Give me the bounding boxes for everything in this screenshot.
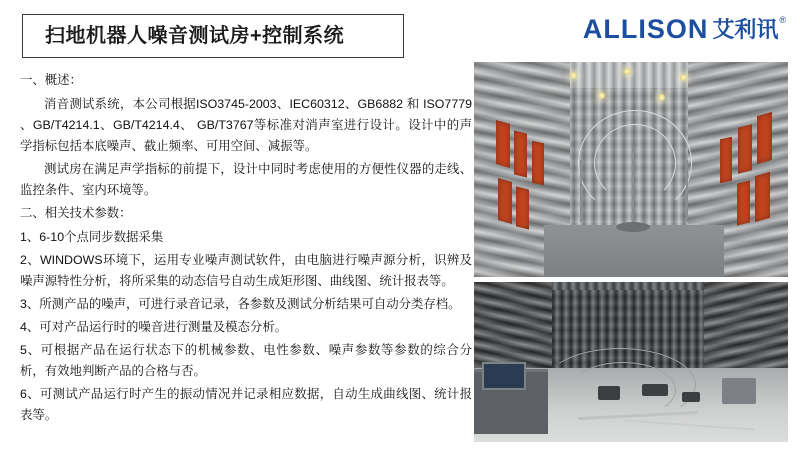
- orange-wedge-panel: [516, 186, 529, 229]
- orange-wedge-panel: [757, 112, 772, 164]
- control-monitor: [482, 362, 526, 390]
- body-content: [20, 70, 472, 428]
- chamber-render-scene: [474, 62, 788, 277]
- ceiling-light-icon: [570, 72, 577, 79]
- rig-support-pole: [632, 148, 634, 226]
- chamber-floor: [544, 225, 724, 277]
- overview-paragraph-2: 测试房在满足声学指标的前提下，设计中同时考虑使用的方便性仪器的走线、监控条件、室内环境等。: [20, 162, 472, 197]
- parameters-heading: 二、相关技术参数：: [20, 206, 132, 220]
- device-under-test: [616, 222, 650, 232]
- overview-paragraph-1: 消音测试系统，本公司根据ISO3745-2003、IEC60312、GB6882 和 ISO7779 、GB/T4214.1、GB/T4214.4、 GB/T3767等标准对消声室进行设计。设计中的声学指标包括本底噪声、截止频率、可用空间、减振等。: [20, 97, 472, 153]
- parameter-item-5: 5、可根据产品在运行状态下的机械参数、电性参数、噪声参数等参数的综合分析，有效地判断产品的合格与否。: [20, 343, 472, 378]
- test-equipment: [642, 384, 668, 396]
- ceiling-light-icon: [624, 68, 631, 75]
- parameter-item-3: 3、所测产品的噪声，可进行录音记录，各参数及测试分析结果可自动分类存档。: [20, 297, 461, 311]
- microphone-arc-rig: [594, 124, 676, 202]
- parameter-item-1: 1、6-10个点同步数据采集: [20, 230, 164, 244]
- orange-wedge-panel: [498, 178, 512, 224]
- parameter-item-2: 2、WINDOWS环境下，运用专业噪声测试软件，由电脑进行噪声源分析，识辨及噪声源特性分析，将所采集的动态信号自动生成矩形图、曲线图、统计报表等。: [20, 253, 472, 288]
- orange-wedge-panel: [496, 120, 510, 168]
- orange-wedge-panel: [514, 130, 527, 177]
- orange-wedge-panel: [755, 172, 770, 222]
- rig-support-pole: [686, 160, 688, 222]
- chamber-photo-scene: [474, 282, 788, 442]
- ceiling-light-icon: [680, 74, 687, 81]
- test-equipment: [598, 386, 620, 400]
- ceiling-light-icon: [658, 94, 665, 101]
- parameter-item-4: 4、可对产品运行时的噪音进行测量及模态分析。: [20, 320, 288, 334]
- orange-wedge-panel: [737, 180, 750, 225]
- rig-support-pole: [580, 160, 582, 222]
- brand-name-cn: 艾利讯: [712, 17, 779, 42]
- test-equipment: [682, 392, 700, 402]
- page-title-box: [22, 14, 404, 58]
- orange-wedge-panel: [720, 137, 732, 184]
- anechoic-chamber-photo-image: [474, 282, 788, 442]
- ceiling-light-icon: [598, 92, 605, 99]
- page-title: 扫地机器人噪音测试房+控制系统: [45, 25, 345, 47]
- overview-heading: 一、概述：: [20, 73, 82, 87]
- equipment-cabinet: [722, 378, 756, 404]
- parameter-item-6: 6、可测试产品运行时产生的振动情况并记录相应数据，自动生成曲线图、统计报表等。: [20, 387, 472, 422]
- registered-mark-icon: ®: [779, 15, 786, 25]
- orange-wedge-panel: [532, 141, 544, 186]
- brand-name-en: ALLISON: [582, 14, 709, 44]
- orange-wedge-panel: [738, 124, 752, 173]
- anechoic-chamber-render-image: [474, 62, 788, 277]
- brand-logo: [583, 14, 786, 48]
